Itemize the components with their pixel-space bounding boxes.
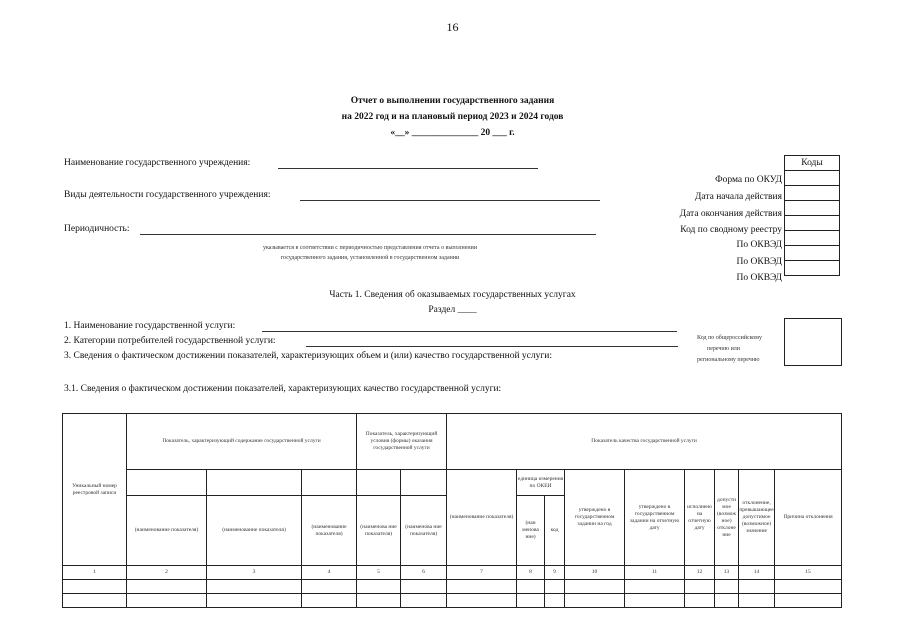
col-number-6: 6 — [401, 566, 447, 580]
okved-label-3: По ОКВЭД — [736, 273, 782, 283]
cell[interactable] — [447, 594, 517, 608]
cell[interactable] — [625, 594, 685, 608]
content-sub-1 — [127, 470, 207, 496]
okved-label-1: По ОКВЭД — [736, 240, 782, 250]
approved-year-header: утверждено в государственном задании на год — [565, 470, 625, 566]
cell[interactable] — [775, 594, 842, 608]
cell[interactable] — [207, 580, 302, 594]
reason-header: Причина отклонения — [775, 470, 842, 566]
cell[interactable] — [401, 580, 447, 594]
cell[interactable] — [357, 580, 401, 594]
conditions-sub-2 — [401, 470, 447, 496]
table-row — [63, 594, 842, 608]
cell[interactable] — [685, 594, 715, 608]
activity-types-field[interactable] — [300, 200, 600, 201]
content-sub-3 — [302, 470, 357, 496]
part-title: Часть 1. Сведения об оказываемых государственных услугах — [329, 290, 576, 300]
codes-header: Коды — [785, 156, 840, 171]
codes-table — [784, 155, 840, 276]
col-number-1: 1 — [63, 566, 127, 580]
cell[interactable] — [715, 594, 739, 608]
activity-types-label: Виды деятельности государственного учреждения: — [64, 190, 271, 200]
cell[interactable] — [63, 594, 127, 608]
col-number-12: 12 — [685, 566, 715, 580]
consumer-categories-label: 2. Категории потребителей государственной услуги: — [64, 336, 276, 346]
allowed-deviation-header: допусти мое (возмож ное) отклоне ние — [715, 470, 739, 566]
cell[interactable] — [447, 580, 517, 594]
cell[interactable] — [127, 594, 207, 608]
report-title-line-2: на 2022 год и на плановый период 2023 и 2024 годов — [341, 112, 564, 122]
conditions-indicator-name-2: (наименова ние показателя) — [401, 496, 447, 566]
periodicity-note-1: указывается в соответствии с периодичностью представления отчета о выполнении — [262, 245, 478, 251]
report-title-line-3: «__» ______________ 20 ___ г. — [390, 128, 515, 138]
col-number-8: 8 — [517, 566, 545, 580]
col-number-3: 3 — [207, 566, 302, 580]
page-number: 16 — [446, 20, 459, 34]
institution-name-field[interactable] — [278, 168, 538, 169]
col-number-13: 13 — [715, 566, 739, 580]
unique-number-header: Уникальный номер реестровой записи — [63, 414, 127, 566]
cell[interactable] — [715, 580, 739, 594]
col-number-15: 15 — [775, 566, 842, 580]
general-list-caption-2: перечню или — [707, 346, 741, 352]
content-indicator-name-1: (наименование показателя) — [127, 496, 207, 566]
indicators-info-label: 3. Сведения о фактическом достижении показателей, характеризующих объем и (или) качество государственной услуги: — [64, 351, 553, 361]
cell[interactable] — [775, 580, 842, 594]
col-number-7: 7 — [447, 566, 517, 580]
executed-header: исполнено на отчетную дату — [685, 470, 715, 566]
cell[interactable] — [565, 580, 625, 594]
col-number-5: 5 — [357, 566, 401, 580]
unit-code-header: код — [545, 496, 565, 566]
unit-name-header: (наи менова ние) — [517, 496, 545, 566]
okud-label: Форма по ОКУД — [715, 175, 782, 185]
conditions-group-header: Показатель, характеризующий условия (формы) оказания государственной услуги — [357, 414, 447, 470]
okud-code-cell[interactable] — [785, 171, 840, 186]
quality-indicators-table — [62, 413, 842, 608]
cell[interactable] — [401, 594, 447, 608]
periodicity-label: Периодичность: — [64, 224, 130, 234]
general-list-caption-1: Код по общероссийскому — [697, 335, 762, 341]
col-number-11: 11 — [625, 566, 685, 580]
cell[interactable] — [739, 594, 775, 608]
service-name-label: 1. Наименование государственной услуги: — [64, 321, 236, 331]
col-number-14: 14 — [739, 566, 775, 580]
cell[interactable] — [517, 594, 545, 608]
cell[interactable] — [545, 580, 565, 594]
end-date-label: Дата окончания действия — [679, 209, 782, 219]
cell[interactable] — [63, 580, 127, 594]
cell[interactable] — [685, 580, 715, 594]
okved-cell-2[interactable] — [785, 246, 840, 261]
cell[interactable] — [625, 580, 685, 594]
quality-info-label: 3.1. Сведения о фактическом достижении показателей, характеризующих качество государственной услуги: — [64, 384, 502, 394]
end-date-cell[interactable] — [785, 201, 840, 216]
col-number-4: 4 — [302, 566, 357, 580]
quality-indicator-name-header: (наименование показателя) — [447, 470, 517, 566]
okved-label-2: По ОКВЭД — [736, 257, 782, 267]
col-number-2: 2 — [127, 566, 207, 580]
okved-cell-3[interactable] — [785, 261, 840, 276]
general-list-code-box[interactable] — [784, 318, 842, 366]
content-group-header: Показатель, характеризующий содержание государственной услуги — [127, 414, 357, 470]
conditions-indicator-name-1: (наименова ние показателя) — [357, 496, 401, 566]
registry-code-label: Код по сводному реестру — [680, 225, 782, 235]
start-date-label: Дата начала действия — [694, 192, 782, 202]
cell[interactable] — [357, 594, 401, 608]
col-number-10: 10 — [565, 566, 625, 580]
quality-group-header: Показатель качества государственной услуги — [447, 414, 842, 470]
general-list-caption-3: региональному перечню — [697, 357, 760, 363]
okved-cell-1[interactable] — [785, 231, 840, 246]
cell[interactable] — [739, 580, 775, 594]
section-label: Раздел ____ — [428, 305, 477, 315]
periodicity-note-2: государственного задания, установленной в государственном задании — [280, 255, 460, 261]
col-number-9: 9 — [545, 566, 565, 580]
service-name-field[interactable] — [262, 331, 677, 332]
cell[interactable] — [302, 594, 357, 608]
institution-name-label: Наименование государственного учреждения: — [64, 158, 251, 168]
cell[interactable] — [302, 580, 357, 594]
table-row — [63, 580, 842, 594]
consumer-categories-field[interactable] — [306, 346, 678, 347]
cell[interactable] — [127, 580, 207, 594]
report-title-line-1: Отчет о выполнении государственного задания — [350, 96, 555, 106]
conditions-sub-1 — [357, 470, 401, 496]
exceeding-deviation-header: отклонение, превышающее допустимое (возможное) значение — [739, 470, 775, 566]
cell[interactable] — [545, 594, 565, 608]
start-date-cell[interactable] — [785, 186, 840, 201]
cell[interactable] — [517, 580, 545, 594]
content-indicator-name-3: (наименование показателя) — [302, 496, 357, 566]
approved-date-header: утверждено в государственном задании на отчетную дату — [625, 470, 685, 566]
unit-okei-header: единица измерения по ОКЕИ — [517, 470, 565, 496]
content-sub-2 — [207, 470, 302, 496]
periodicity-field[interactable] — [140, 234, 596, 235]
registry-code-cell[interactable] — [785, 216, 840, 231]
content-indicator-name-2: (наименование показателя) — [207, 496, 302, 566]
cell[interactable] — [565, 594, 625, 608]
cell[interactable] — [207, 594, 302, 608]
